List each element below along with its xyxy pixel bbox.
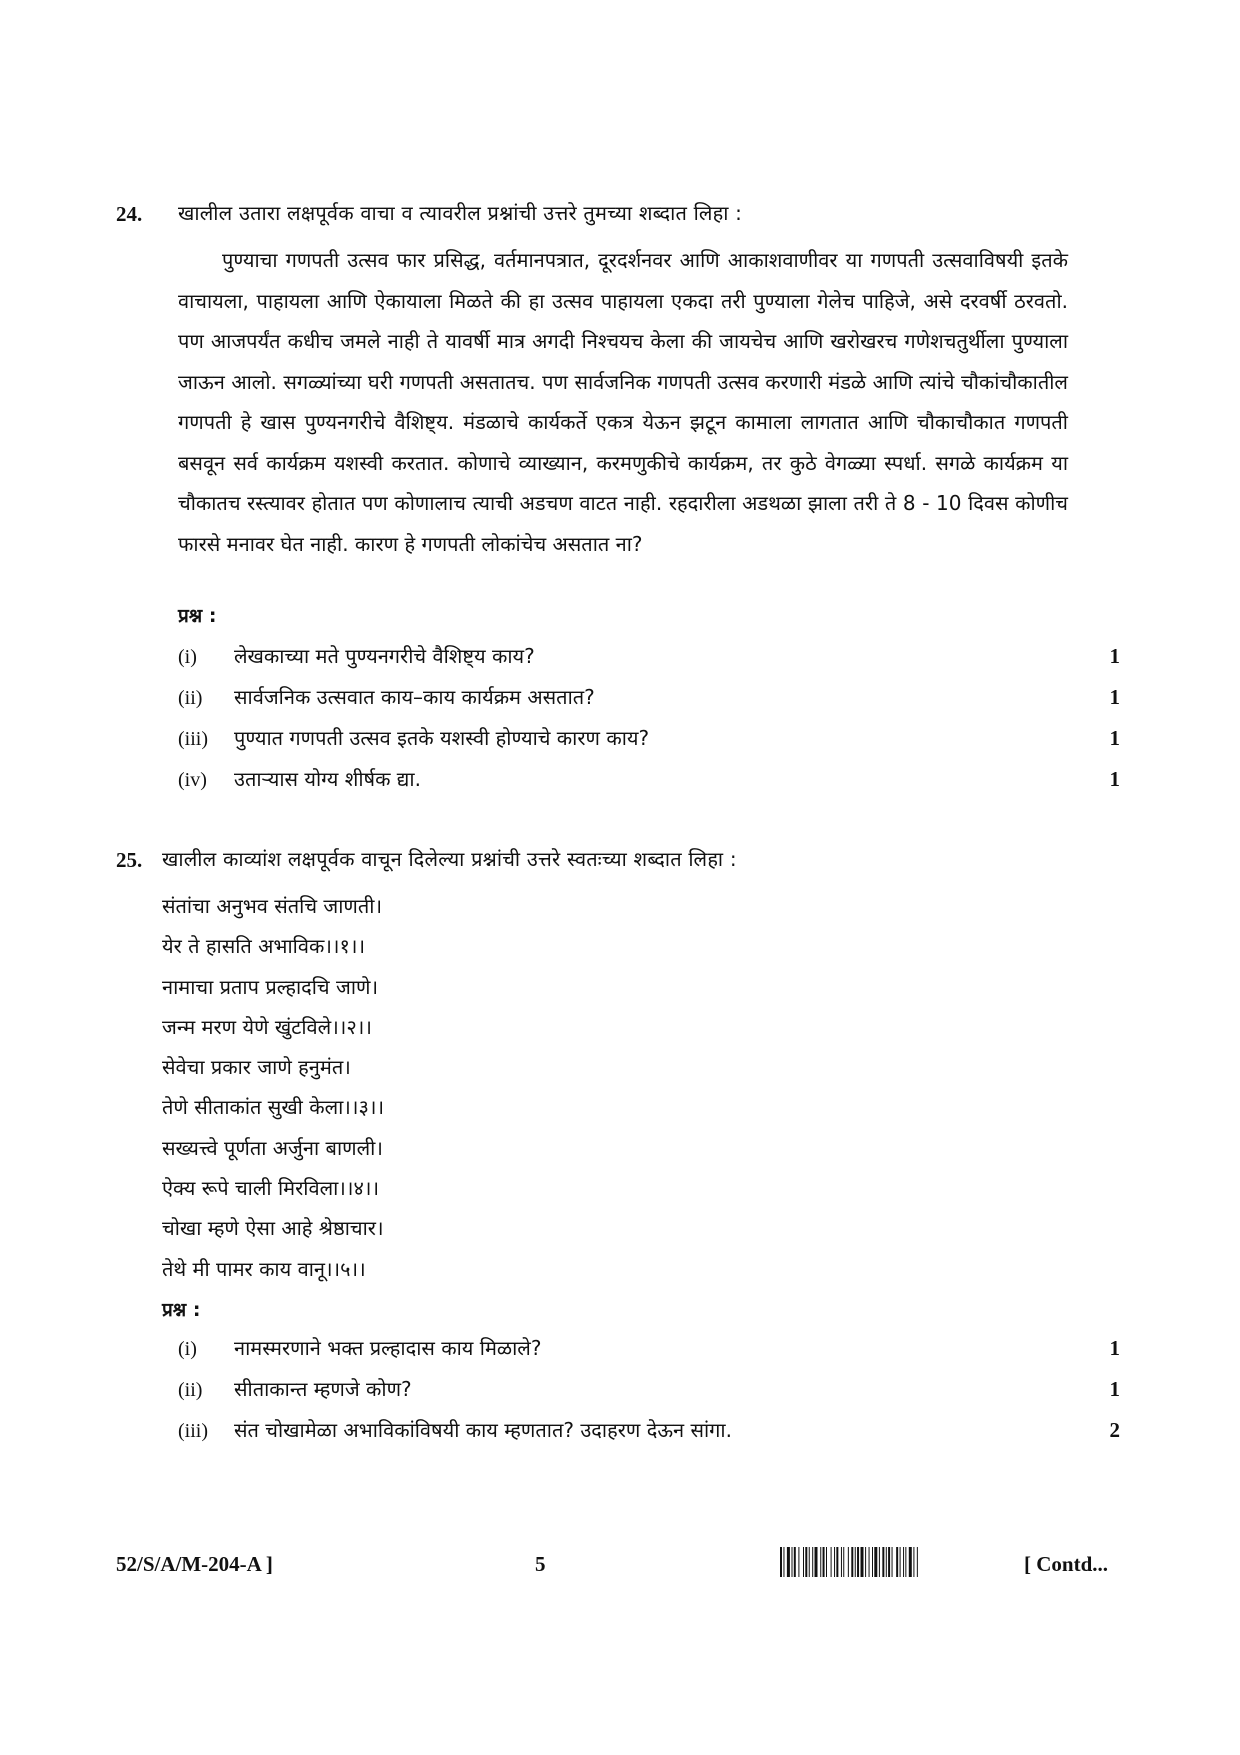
item-number: (i): [178, 1338, 197, 1360]
question-25-poem: [162, 886, 384, 1289]
item-text: नामस्मरणाने भक्त प्रल्हादास काय मिळाले?: [234, 1336, 542, 1360]
poem-line: सख्यत्त्वे पूर्णता अर्जुना बाणली।: [162, 1135, 383, 1160]
item-number: (iii): [178, 728, 208, 750]
question-24-item-1: [178, 642, 1120, 676]
passage-text: पुण्याचा गणपती उत्सव फार प्रसिद्ध, वर्तमानपत्रात, दूरदर्शनवर आणि आकाशवाणीवर या गणपती उत्सवाविषयी इतके वाचायला, पाहायला आणि ऐकायाला मिळते की हा उत्सव पाहायला एकदा तरी पुण्याला गेलेच पाहिजे, असे दरवर्षी ठरवतो. पण आजपर्यंत कधीच जमले नाही ते यावर्षी मात्र अगदी निश्चयच केला की जायचेच आणि खरोखरच गणेशचतुर्थीला पुण्याला जाऊन आलो. सगळ्यांच्या घरी गणपती असतातच. पण सार्वजनिक गणपती उत्सव करणारी मंडळे आणि त्यांचे चौकांचौकातील गणपती हे खास पुण्यनगरीचे वैशिष्ट्य. मंडळाचे कार्यकर्ते एकत्र येऊन झटून कामाला लागतात आणि चौकाचौकात गणपती बसवून सर्व कार्यक्रम यशस्वी करतात. कोणाचे व्याख्यान, करमणुकीचे कार्यक्रम, तर कुठे वेगळ्या स्पर्धा. सगळे कार्यक्रम या चौकातच रस्त्यावर होतात पण कोणालाच त्याची अडचण वाटत नाही. रहदारीला अडथळा झाला तरी ते 8 - 10 दिवस कोणीच फारसे मनावर घेत नाही. कारण हे गणपती लोकांचेच असतात ना?: [178, 248, 1068, 556]
poem-line: तेथे मी पामर काय वानू।।५।।: [162, 1256, 366, 1281]
question-24-questions-label: प्रश्न :: [178, 605, 217, 627]
item-marks: 1: [1109, 726, 1120, 750]
item-marks: 1: [1109, 685, 1120, 709]
barcode-icon: [780, 1547, 1018, 1577]
page-number: 5: [535, 1552, 546, 1576]
item-marks: 2: [1109, 1418, 1120, 1442]
question-24-number: 24.: [116, 202, 143, 226]
item-number: (iv): [178, 769, 207, 791]
question-25-item-3: [178, 1416, 1120, 1450]
item-text: सार्वजनिक उत्सवात काय–काय कार्यक्रम असतात?: [234, 685, 595, 709]
question-24-item-3: [178, 724, 1120, 758]
item-text: लेखकाच्या मते पुण्यनगरीचे वैशिष्ट्य काय?: [234, 644, 535, 668]
question-25-item-2: [178, 1375, 1120, 1409]
question-25-instruction: खालील काव्यांश लक्षपूर्वक वाचून दिलेल्या प्रश्नांची उत्तरे स्वतःच्या शब्दात लिहा :: [162, 847, 737, 871]
question-24-item-4: [178, 765, 1120, 799]
item-number: (ii): [178, 1379, 203, 1401]
question-24-instruction: खालील उतारा लक्षपूर्वक वाचा व त्यावरील प्रश्नांची उत्तरे तुमच्या शब्दात लिहा :: [178, 201, 743, 225]
poem-line: तेणे सीताकांत सुखी केला।।३।।: [162, 1095, 385, 1120]
continued-label: [ Contd...: [1024, 1552, 1109, 1576]
item-marks: 1: [1109, 1336, 1120, 1360]
question-24-passage: [178, 240, 1068, 564]
question-24-item-2: [178, 683, 1120, 717]
poem-line: सेवेचा प्रकार जाणे हनुमंत।: [162, 1055, 351, 1080]
item-number: (i): [178, 646, 197, 668]
poem-line: ऐक्य रूपे चाली मिरविला।।४।।: [162, 1176, 380, 1201]
question-25-number: 25.: [116, 848, 143, 872]
item-marks: 1: [1109, 644, 1120, 668]
item-text: संत चोखामेळा अभाविकांविषयी काय म्हणतात? उदाहरण देऊन सांगा.: [234, 1418, 732, 1442]
item-number: (iii): [178, 1420, 208, 1442]
question-25-item-1: [178, 1334, 1120, 1368]
item-text: उतार्‍यास योग्य शीर्षक द्या.: [234, 767, 421, 791]
paper-code: 52/S/A/M-204-A ]: [116, 1552, 273, 1576]
poem-line: संतांचा अनुभव संतचि जाणती।: [162, 894, 383, 918]
item-marks: 1: [1109, 767, 1120, 791]
item-text: पुण्यात गणपती उत्सव इतके यशस्वी होण्याचे कारण काय?: [234, 726, 650, 750]
item-number: (ii): [178, 687, 203, 709]
poem-line: नामाचा प्रताप प्रल्हादचि जाणे।: [162, 974, 379, 999]
poem-line: चोखा म्हणे ऐसा आहे श्रेष्ठाचार।: [162, 1216, 384, 1241]
poem-line: जन्म मरण येणे खुंटविले।।२।।: [162, 1014, 372, 1039]
poem-line: येर ते हासति अभाविक।।१।।: [162, 934, 366, 959]
item-marks: 1: [1109, 1377, 1120, 1401]
question-25-questions-label: प्रश्न :: [162, 1299, 201, 1321]
item-text: सीताकान्त म्हणजे कोण?: [234, 1377, 412, 1401]
